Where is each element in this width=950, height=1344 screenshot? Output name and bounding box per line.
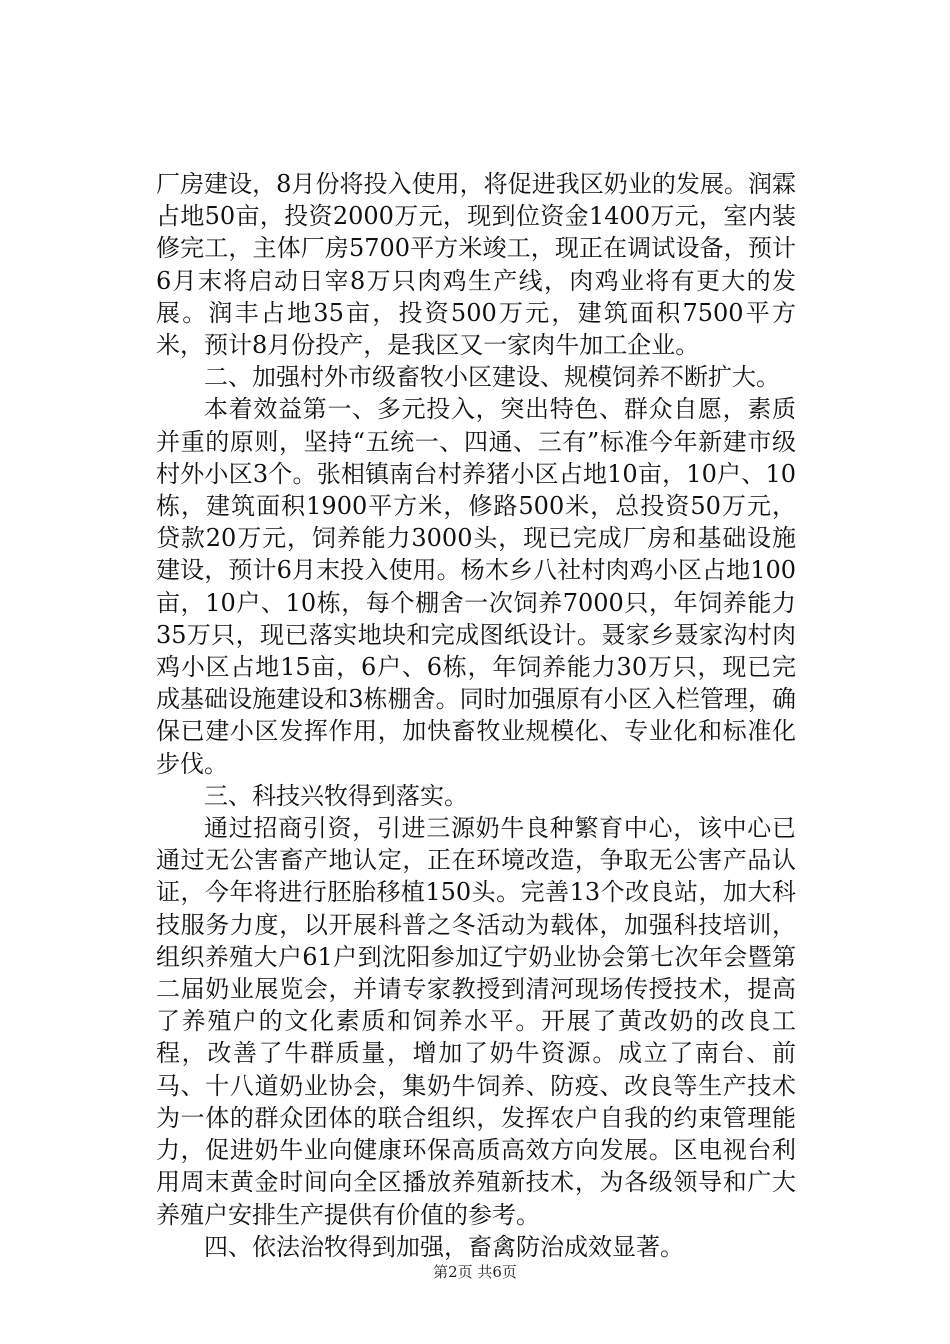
section-heading-3: 三、科技兴牧得到落实。 [204,781,468,810]
section-heading-4: 四、依法治牧得到加强，畜禽防治成效显著。 [204,1232,684,1261]
paragraph-continuation: 厂房建设，8月份将投入使用，将促进我区奶业的发展。润霖占地50亩，投资2000万元，现到位资金1400万元，室内装修完工，主体厂房5700平方米竣工，现正在调试设备，预计6月末将启动日宰8万只肉鸡生产线，肉鸡业将有更大的发展。润丰占地35亩，投资500万元，建筑面积7500平方米，预计8月份投产，是我区又一家肉牛加工企业。 [156,170,796,360]
paragraph-section-3: 通过招商引资，引进三源奶牛良种繁育中心，该中心已通过无公害畜产地认定，正在环境改造，争取无公害产品认证，今年将进行胚胎移植150头。完善13个改良站，加大科技服务力度，以开展科普之冬活动为载体，加强科技培训，组织养殖大户61户到沈阳参加辽宁奶业协会第七次年会暨第二届奶业展览会，并请专家教授到清河现场传授技术，提高了养殖户的文化素质和饲养水平。开展了黄改奶的改良工程，改善了牛群质量，增加了奶牛资源。成立了南台、前马、十八道奶业协会，集奶牛饲养、防疫、改良等生产技术为一体的群众团体的联合组织，发挥农户自我的约束管理能力，促进奶牛业向健康环保高质高效方向发展。区电视台利用周末黄金时间向全区播放养殖新技术，为各级领导和广大养殖户安排生产提供有价值的参考。 [156,814,796,1229]
section-heading-2: 二、加强村外市级畜牧小区建设、规模饲养不断扩大。 [204,363,780,392]
page-footer: 第2页 共6页 [433,1263,517,1281]
document-body [156,168,796,1263]
paragraph-section-2: 本着效益第一、多元投入，突出特色、群众自愿，素质并重的原则，坚持“五统一、四通、三有”标准今年新建市级村外小区3个。张相镇南台村养猪小区占地10亩，10户、10栋，建筑面积1900平方米，修路500米，总投资50万元，贷款20万元，饲养能力3000头，现已完成厂房和基础设施建设，预计6月末投入使用。杨木乡八社村肉鸡小区占地100亩，10户、10栋，每个棚舍一次饲养7000只，年饲养能力35万只，现已落实地块和完成图纸设计。聂家乡聂家沟村肉鸡小区占地15亩，6户、6栋，年饲养能力30万只，现已完成基础设施建设和3栋棚舍。同时加强原有小区入栏管理，确保已建小区发挥作用，加快畜牧业规模化、专业化和标准化步伐。 [156,395,796,778]
